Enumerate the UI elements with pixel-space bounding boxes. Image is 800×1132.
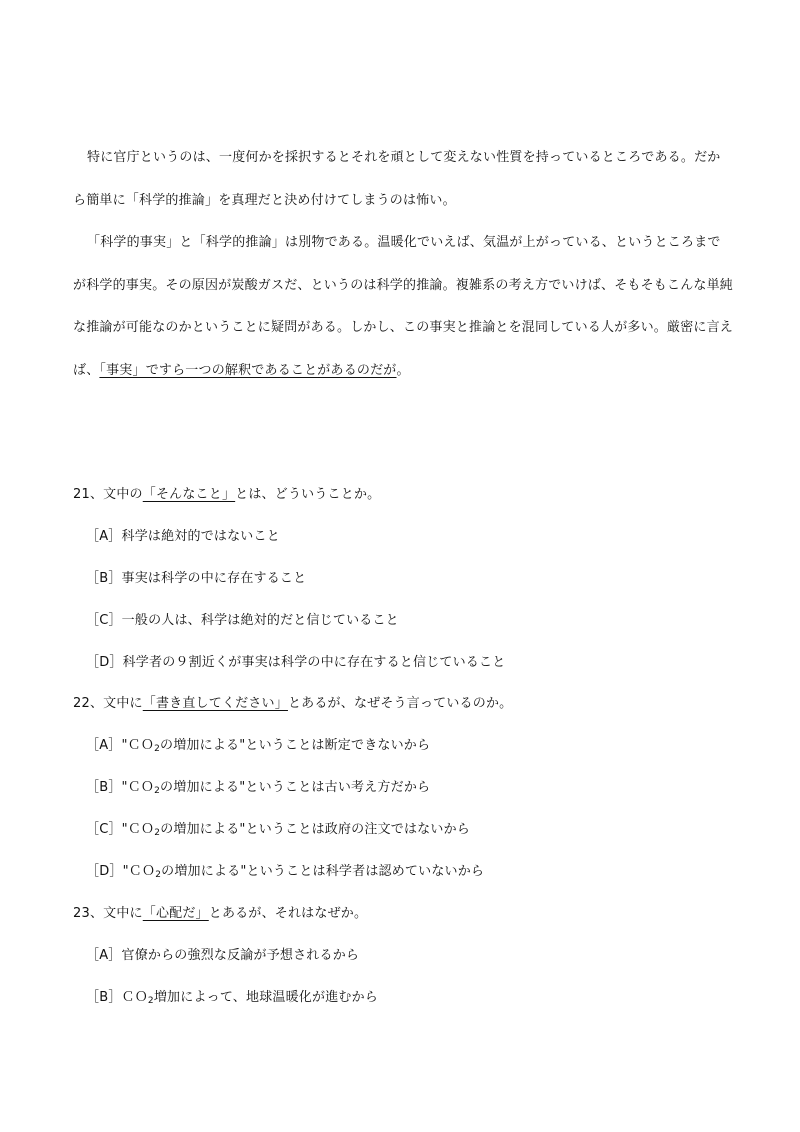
question-suffix: とは、どういうことか。	[235, 487, 381, 502]
option-text-pre: ［C］"ＣＯ	[86, 822, 155, 837]
option-23-b	[86, 986, 378, 1006]
passage-paragraph-2-end: 。	[396, 362, 410, 378]
subscript-2: 2	[154, 786, 161, 796]
question-quote: 「心配だ」	[142, 906, 209, 921]
question-prefix: 23、文中に	[73, 906, 143, 921]
option-text-pre: ［D］"ＣＯ	[86, 864, 156, 879]
option-text-post: の増加による"ということは政府の注文ではないから	[160, 822, 470, 837]
question-suffix: とあるが、それはなぜか。	[208, 906, 368, 921]
question-prefix: 21、文中の	[73, 487, 143, 502]
option-21-c: ［C］一般の人は、科学は絶対的だと信じていること	[86, 613, 399, 628]
option-23-a: ［A］官僚からの強烈な反論が予想されるから	[86, 948, 360, 963]
option-text-post: の増加による"ということは断定できないから	[160, 738, 431, 753]
passage-paragraph-1	[73, 137, 733, 222]
question-23	[73, 902, 367, 921]
option-22-c	[86, 818, 470, 838]
question-quote: 「そんなこと」	[142, 487, 236, 502]
option-text-pre: ［B］ＣＯ	[86, 990, 148, 1005]
option-text-pre: ［B］"ＣＯ	[86, 780, 155, 795]
question-prefix: 22、文中に	[73, 696, 143, 711]
question-quote: 「書き直してください」	[142, 696, 288, 711]
option-text-post: の増加による"ということは古い考え方だから	[160, 780, 431, 795]
passage-paragraph-1-text: 特に官庁というのは、一度何かを採択するとそれを頑として変えない性質を持っているところである。だから簡単に「科学的推論」を真理だと決め付けてしまうのは怖い。	[73, 150, 721, 208]
option-22-d	[86, 860, 484, 880]
subscript-2: 2	[147, 996, 154, 1006]
option-22-a	[86, 734, 430, 754]
subscript-2: 2	[154, 744, 161, 754]
option-text-post: 増加によって、地球温暖化が進むから	[153, 990, 378, 1005]
option-22-b	[86, 776, 430, 796]
question-21	[73, 483, 380, 502]
option-text-pre: ［A］"ＣＯ	[86, 738, 155, 753]
question-22	[73, 692, 512, 711]
passage-paragraph-2	[73, 222, 733, 392]
option-21-d: ［D］科学者の９割近くが事実は科学の中に存在すると信じていること	[86, 655, 506, 670]
question-suffix: とあるが、なぜそう言っているのか。	[287, 696, 513, 711]
passage-paragraph-2-text: 「科学的事実」と「科学的推論」は別物である。温暖化でいえば、気温が上がっている、というところまでが科学的事実。その原因が炭酸ガスだ、というのは科学的推論。複雑系の考え方でいけば、そもそもこんな単純な推論が可能なのかということに疑問がある。しかし、この事実と推論とを混同している人が多い。厳密に言えば、	[73, 235, 734, 378]
option-21-b: ［B］事実は科学の中に存在すること	[86, 571, 307, 586]
subscript-2: 2	[155, 870, 162, 880]
option-21-a: ［A］科学は絶対的ではないこと	[86, 529, 280, 544]
underlined-passage-phrase: 「事実」ですら一つの解釈であることがあるのだが	[99, 362, 397, 378]
subscript-2: 2	[154, 828, 161, 838]
option-text-post: の増加による"ということは科学者は認めていないから	[161, 864, 485, 879]
